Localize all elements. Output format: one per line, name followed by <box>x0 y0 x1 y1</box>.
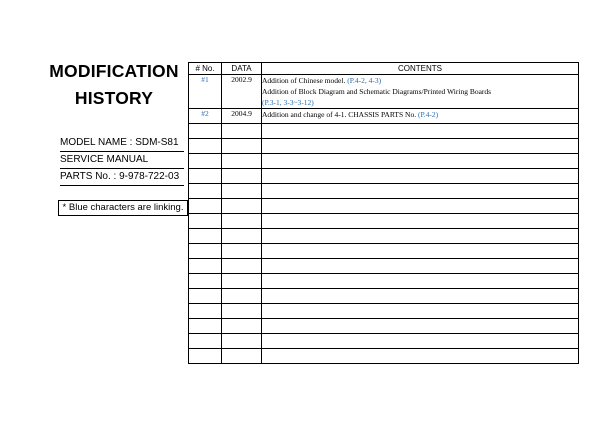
table-row-empty <box>189 244 579 259</box>
table-row <box>189 75 579 109</box>
table-row-empty <box>189 319 579 334</box>
empty-cell <box>262 259 579 274</box>
empty-cell <box>262 139 579 154</box>
empty-cell <box>222 334 262 349</box>
contents-text: Addition and change of 4-1. CHASSIS PARTS No. <box>262 110 418 119</box>
parts-number: PARTS No. : 9-978-722-03 <box>60 171 180 182</box>
empty-cell <box>262 199 579 214</box>
table-header-row <box>189 63 579 75</box>
empty-cell <box>189 349 222 364</box>
empty-cell <box>222 349 262 364</box>
empty-cell <box>189 319 222 334</box>
model-info <box>60 135 184 186</box>
empty-cell <box>189 289 222 304</box>
empty-cell <box>262 244 579 259</box>
empty-cell <box>189 259 222 274</box>
table-row-empty <box>189 139 579 154</box>
empty-cell <box>262 169 579 184</box>
empty-cell <box>222 259 262 274</box>
page-title-line1: MODIFICATION <box>49 61 179 81</box>
empty-cell <box>222 244 262 259</box>
model-name: MODEL NAME : SDM-S81 <box>60 137 179 148</box>
contents-text: Addition of Chinese model. <box>262 76 348 85</box>
empty-cell <box>262 274 579 289</box>
empty-cell <box>222 214 262 229</box>
empty-cell <box>222 124 262 139</box>
empty-cell <box>189 304 222 319</box>
header-contents: CONTENTS <box>262 63 579 75</box>
empty-cell <box>222 199 262 214</box>
empty-cell <box>222 319 262 334</box>
empty-cell <box>222 289 262 304</box>
empty-cell <box>262 349 579 364</box>
empty-cell <box>262 154 579 169</box>
revision-date: 2002.9 <box>222 75 262 109</box>
revision-contents <box>262 75 579 109</box>
empty-cell <box>262 184 579 199</box>
empty-cell <box>262 214 579 229</box>
empty-cell <box>222 229 262 244</box>
table-row-empty <box>189 169 579 184</box>
empty-cell <box>189 139 222 154</box>
empty-cell <box>262 334 579 349</box>
contents-line <box>262 75 578 86</box>
table-row-empty <box>189 289 579 304</box>
table-row-empty <box>189 274 579 289</box>
contents-text: Addition of Block Diagram and Schematic Diagrams/Printed Wiring Boards <box>262 87 492 96</box>
page-link[interactable]: (P.4-2, 4-3) <box>347 76 382 85</box>
empty-cell <box>189 334 222 349</box>
empty-cell <box>189 199 222 214</box>
parts-no-row <box>60 169 184 186</box>
table-row-empty <box>189 199 579 214</box>
table-row-empty <box>189 334 579 349</box>
empty-cell <box>189 184 222 199</box>
empty-cell <box>189 124 222 139</box>
revision-contents <box>262 109 579 124</box>
page-link[interactable]: (P.3-1, 3-3~3-12) <box>262 98 314 107</box>
table-row-empty <box>189 229 579 244</box>
contents-line <box>262 109 578 120</box>
table-row-empty <box>189 154 579 169</box>
table-row-empty <box>189 124 579 139</box>
empty-cell <box>189 154 222 169</box>
header-data: DATA <box>222 63 262 75</box>
empty-cell <box>222 274 262 289</box>
table-row <box>189 109 579 124</box>
table-row-empty <box>189 304 579 319</box>
empty-cell <box>222 154 262 169</box>
modification-history-table <box>188 62 579 364</box>
revision-no-link[interactable]: #2 <box>189 109 222 124</box>
model-name-row <box>60 135 184 152</box>
empty-cell <box>262 304 579 319</box>
empty-cell <box>262 319 579 334</box>
revision-no-link[interactable]: #1 <box>189 75 222 109</box>
empty-cell <box>222 139 262 154</box>
revision-date: 2004.9 <box>222 109 262 124</box>
empty-cell <box>189 229 222 244</box>
page-link[interactable]: (P.4-2) <box>417 110 439 119</box>
manual-row <box>60 152 184 169</box>
table-row-empty <box>189 349 579 364</box>
service-manual-label: SERVICE MANUAL <box>60 154 149 165</box>
table-row-empty <box>189 259 579 274</box>
table-row-empty <box>189 214 579 229</box>
link-note: * Blue characters are linking. <box>58 200 188 216</box>
header-no: # No. <box>189 63 222 75</box>
empty-cell <box>222 184 262 199</box>
empty-cell <box>222 304 262 319</box>
empty-cell <box>262 289 579 304</box>
empty-cell <box>222 169 262 184</box>
empty-cell <box>189 169 222 184</box>
empty-cell <box>189 244 222 259</box>
empty-cell <box>262 229 579 244</box>
empty-cell <box>189 274 222 289</box>
page-title-line2: HISTORY <box>74 88 154 108</box>
contents-line <box>262 86 578 97</box>
empty-cell <box>262 124 579 139</box>
table-row-empty <box>189 184 579 199</box>
empty-cell <box>189 214 222 229</box>
contents-line <box>262 97 578 108</box>
